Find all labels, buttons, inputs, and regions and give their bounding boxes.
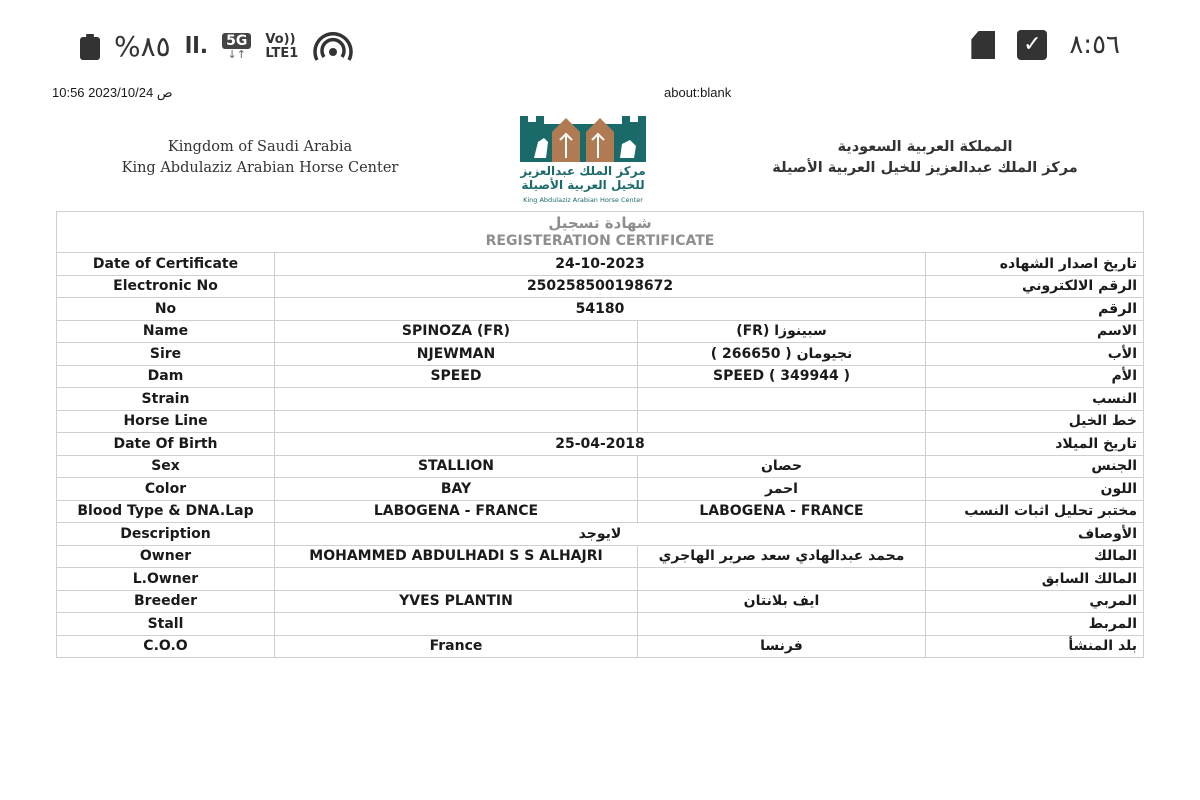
center-logo <box>508 112 658 207</box>
field-label-en: C.O.O <box>57 635 275 658</box>
field-value: لايوجد <box>275 523 926 546</box>
field-label-en: Description <box>57 523 275 546</box>
field-value-ar: LABOGENA - FRANCE <box>638 500 926 523</box>
field-value-en: France <box>275 635 638 658</box>
field-value-en <box>275 410 638 433</box>
field-value: 25-04-2018 <box>275 433 926 456</box>
table-row <box>57 545 1144 568</box>
field-label-ar: الجنس <box>926 455 1144 478</box>
field-value: 250258500198672 <box>275 275 926 298</box>
table-row <box>57 410 1144 433</box>
field-label-en: Sire <box>57 343 275 366</box>
table-row <box>57 635 1144 658</box>
field-label-ar: تاريخ الميلاد <box>926 433 1144 456</box>
field-label-en: Breeder <box>57 590 275 613</box>
letterhead-english <box>100 137 420 179</box>
field-label-ar: تاريخ اصدار الشهاده <box>926 253 1144 276</box>
field-value-ar <box>638 410 926 433</box>
field-label-en: Sex <box>57 455 275 478</box>
field-value-en: MOHAMMED ABDULHADI S S ALHAJRI <box>275 545 638 568</box>
field-label-en: Name <box>57 320 275 343</box>
signal-strength-icon: ll. <box>184 34 209 59</box>
clock: ٨:٥٦ <box>1069 30 1120 60</box>
field-label-en: Color <box>57 478 275 501</box>
field-value-en: NJEWMAN <box>275 343 638 366</box>
table-row <box>57 500 1144 523</box>
field-value-en: STALLION <box>275 455 638 478</box>
field-value-en: SPEED <box>275 365 638 388</box>
field-value-ar: محمد عبدالهادي سعد صرير الهاجري <box>638 545 926 568</box>
field-label-en: Stall <box>57 613 275 636</box>
field-value-en <box>275 388 638 411</box>
print-datetime: 10:56 2023/10/24 ص <box>52 85 173 100</box>
field-value-en: LABOGENA - FRANCE <box>275 500 638 523</box>
field-label-en: Date Of Birth <box>57 433 275 456</box>
logo-english-caption: King Abdulaziz Arabian Horse Center <box>523 196 643 204</box>
field-label-en: No <box>57 298 275 321</box>
volte-icon: Vo)) LTE1 <box>265 31 299 61</box>
field-value-en: YVES PLANTIN <box>275 590 638 613</box>
sd-card-icon <box>971 31 995 59</box>
field-value-en: BAY <box>275 478 638 501</box>
table-row <box>57 455 1144 478</box>
field-label-en: Dam <box>57 365 275 388</box>
field-label-en: Horse Line <box>57 410 275 433</box>
field-label-ar: المربي <box>926 590 1144 613</box>
field-label-ar: النسب <box>926 388 1144 411</box>
field-label-ar: الرقم الالكتروني <box>926 275 1144 298</box>
field-value-ar: سبينوزا (FR) <box>638 320 926 343</box>
field-label-en: Blood Type & DNA.Lap <box>57 500 275 523</box>
table-row <box>57 523 1144 546</box>
table-row <box>57 433 1144 456</box>
table-row <box>57 388 1144 411</box>
hotspot-icon <box>312 32 354 62</box>
status-bar <box>0 0 1200 90</box>
field-value-ar <box>638 568 926 591</box>
field-label-ar: خط الخيل <box>926 410 1144 433</box>
certificate-title-row <box>57 212 1144 253</box>
field-label-en: Date of Certificate <box>57 253 275 276</box>
field-label-ar: بلد المنشأ <box>926 635 1144 658</box>
field-label-en: Electronic No <box>57 275 275 298</box>
logo-arabic-line2: للخيل العربية الأصيلة <box>521 178 645 192</box>
table-row <box>57 590 1144 613</box>
field-label-ar: الأوصاف <box>926 523 1144 546</box>
field-value-ar: احمر <box>638 478 926 501</box>
letterhead-en-center: King Abdulaziz Arabian Horse Center <box>121 160 399 176</box>
field-value-en: SPINOZA (FR) <box>275 320 638 343</box>
field-value: 54180 <box>275 298 926 321</box>
field-value-en <box>275 613 638 636</box>
field-value-ar: فرنسا <box>638 635 926 658</box>
table-row <box>57 568 1144 591</box>
field-value: 24-10-2023 <box>275 253 926 276</box>
table-row <box>57 478 1144 501</box>
certificate-title-arabic: شهادة تسجيل <box>548 214 652 232</box>
table-row <box>57 343 1144 366</box>
field-label-ar: الرقم <box>926 298 1144 321</box>
table-row <box>57 298 1144 321</box>
table-row <box>57 275 1144 298</box>
certificate-title <box>57 212 1144 253</box>
field-value-ar: ايف بلانتان <box>638 590 926 613</box>
field-label-ar: المالك <box>926 545 1144 568</box>
letterhead-ar-country: المملكة العربية السعودية <box>837 139 1013 155</box>
field-value-ar <box>638 613 926 636</box>
field-label-ar: الأب <box>926 343 1144 366</box>
letterhead-arabic <box>755 137 1095 179</box>
field-label-ar: المربط <box>926 613 1144 636</box>
logo-arabic-line1: مركز الملك عبدالعزيز <box>520 164 646 178</box>
field-value-ar: SPEED ( 349944 ) <box>638 365 926 388</box>
letterhead-en-country: Kingdom of Saudi Arabia <box>167 139 353 155</box>
logo-emblem-icon <box>508 112 658 164</box>
field-label-ar: مختبر تحليل اثبات النسب <box>926 500 1144 523</box>
table-row <box>57 365 1144 388</box>
table-row <box>57 253 1144 276</box>
registration-certificate-table <box>56 211 1144 658</box>
field-label-en: L.Owner <box>57 568 275 591</box>
battery-icon <box>80 34 100 60</box>
field-label-en: Strain <box>57 388 275 411</box>
letterhead-ar-center: مركز الملك عبدالعزيز للخيل العربية الأصيلة <box>772 160 1078 176</box>
field-label-ar: المالك السابق <box>926 568 1144 591</box>
field-label-ar: الاسم <box>926 320 1144 343</box>
table-row <box>57 320 1144 343</box>
field-label-en: Owner <box>57 545 275 568</box>
table-row <box>57 613 1144 636</box>
field-value-ar: نجيومان ( 266650 ) <box>638 343 926 366</box>
field-value-en <box>275 568 638 591</box>
battery-percentage: %٨٥ <box>114 30 171 63</box>
field-value-ar <box>638 388 926 411</box>
field-label-ar: الأم <box>926 365 1144 388</box>
field-value-ar: حصان <box>638 455 926 478</box>
checkmark-notification-icon: ✓ <box>1017 30 1047 60</box>
network-5g-icon: 5G ↓↑ <box>222 33 251 60</box>
certificate-title-english: REGISTERATION CERTIFICATE <box>485 233 715 249</box>
field-label-ar: اللون <box>926 478 1144 501</box>
print-url: about:blank <box>664 85 732 100</box>
